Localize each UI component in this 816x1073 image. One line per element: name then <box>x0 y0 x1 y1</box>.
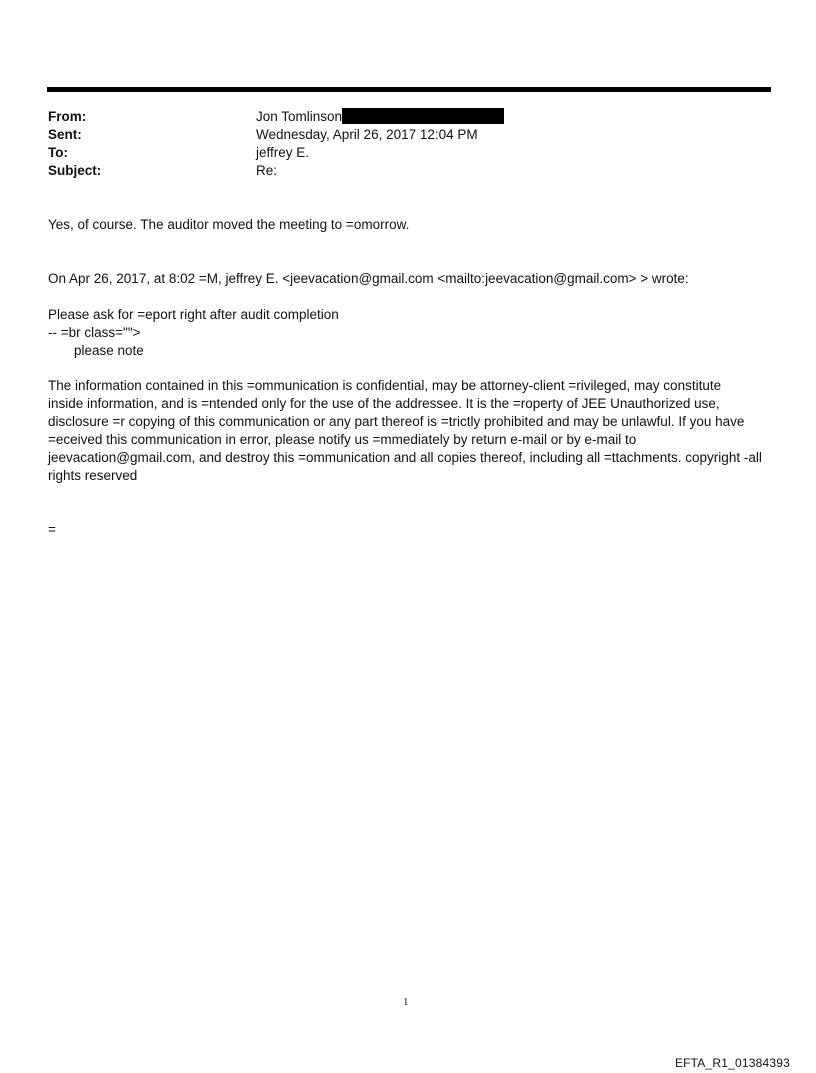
trailing-character: = <box>48 522 56 537</box>
document-id: EFTA_R1_01384393 <box>674 1056 790 1070</box>
quoted-request: Please ask for =eport right after audit completion <box>48 307 339 322</box>
disclaimer-line: The information contained in this =ommunication is confidential, may be attorney-client =rivileged, may constitute <box>48 378 722 393</box>
disclaimer-line: jeevacation@gmail.com, and destroy this =ommunication and all copies thereof, including all =ttachments. copyright -all <box>48 450 762 465</box>
from-value <box>256 108 504 126</box>
sent-label: Sent: <box>48 127 82 142</box>
email-header <box>48 108 768 180</box>
disclaimer-line: rights reserved <box>48 468 138 483</box>
quoted-message-intro: On Apr 26, 2017, at 8:02 =M, jeffrey E. <jeevacation@gmail.com <mailto:jeevacation@gmail.com> > wrote: <box>48 271 689 286</box>
disclaimer-line: inside information, and is =ntended only for the use of the addressee. It is the =roperty of JEE Unauthorized use, <box>48 396 720 411</box>
subject-label: Subject: <box>48 163 102 178</box>
sent-row <box>48 126 768 144</box>
to-row <box>48 144 768 162</box>
quoted-note: please note <box>74 343 144 358</box>
to-value: jeffrey E. <box>256 145 310 160</box>
subject-row <box>48 162 768 180</box>
quoted-html-fragment: -- =br class=""> <box>48 325 141 340</box>
confidentiality-disclaimer <box>48 377 778 485</box>
sender-name: Jon Tomlinson <box>256 109 343 124</box>
disclaimer-line: disclosure =r copying of this communication or any part thereof is =trictly prohibited and may be unlawful. If you have <box>48 414 745 429</box>
disclaimer-line: =eceived this communication in error, please notify us =mmediately by return e-mail or by e-mail to <box>48 432 637 447</box>
reply-text: Yes, of course. The auditor moved the meeting to =omorrow. <box>48 217 410 232</box>
redaction-block <box>342 108 504 124</box>
from-label: From: <box>48 109 87 124</box>
header-divider <box>47 87 771 92</box>
from-row <box>48 108 768 126</box>
subject-value: Re: <box>256 163 278 178</box>
page-number: 1 <box>403 996 409 1008</box>
to-label: To: <box>48 145 68 160</box>
sent-value: Wednesday, April 26, 2017 12:04 PM <box>256 127 478 142</box>
